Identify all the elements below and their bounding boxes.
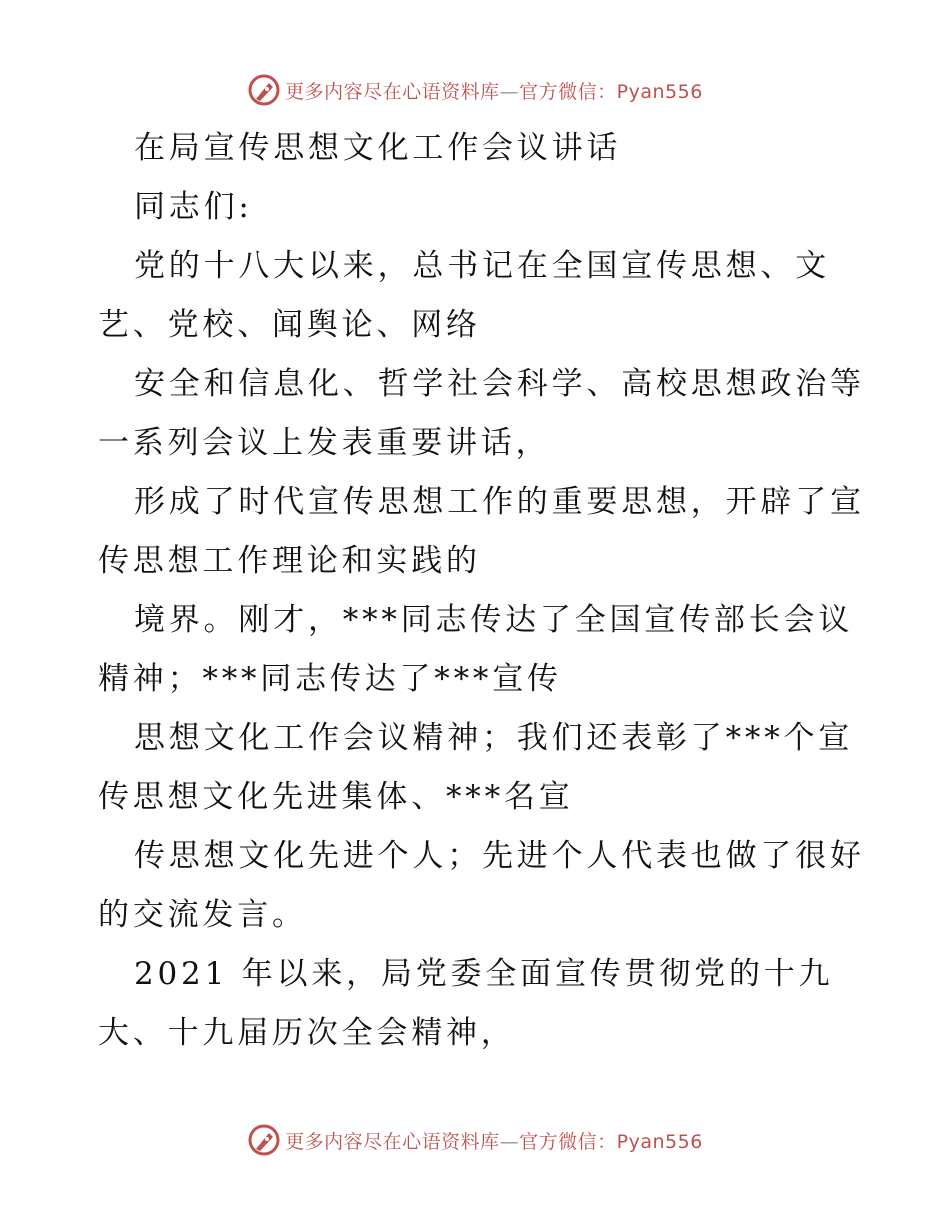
banner-text: [285, 1127, 703, 1154]
document-line: 的交流发言。: [98, 897, 307, 933]
document-line: 传思想文化先进个人；先进个人代表也做了很好: [134, 838, 865, 874]
banner-dash: —: [499, 1130, 520, 1153]
document-line: 2021 年以来，局党委全面宣传贯彻党的十九: [134, 956, 834, 992]
footer-banner: [0, 1120, 950, 1160]
document-line: 形成了时代宣传思想工作的重要思想，开辟了宣: [134, 484, 865, 520]
document-line: 传思想文化先进集体、***名宣: [98, 779, 574, 815]
document-line: 一系列会议上发表重要讲话，: [98, 425, 551, 461]
banner-text: [285, 77, 703, 104]
banner-title: 更多内容尽在心语资料库: [285, 80, 500, 103]
document-line: 传思想工作理论和实践的: [98, 543, 481, 579]
banner-contact: 官方微信：Pyan556: [519, 1130, 703, 1153]
document-line: 同志们:: [134, 189, 253, 225]
pen-nib-logo-icon: [247, 1123, 281, 1157]
banner-title: 更多内容尽在心语资料库: [285, 1130, 500, 1153]
header-banner: [0, 70, 950, 110]
banner-contact: 官方微信：Pyan556: [519, 80, 703, 103]
document-line: 党的十八大以来，总书记在全国宣传思想、文: [134, 248, 830, 284]
banner-dash: —: [499, 80, 520, 103]
document-line: 大、十九届历次全会精神，: [98, 1015, 516, 1051]
document-body: [98, 124, 865, 1068]
document-line: 境界。刚才，***同志传达了全国宣传部长会议: [134, 602, 854, 638]
document-line: 思想文化工作会议精神；我们还表彰了***个宣: [134, 720, 854, 756]
document-line: 在局宣传思想文化工作会议讲话: [134, 130, 622, 166]
document-line: 安全和信息化、哲学社会科学、高校思想政治等: [134, 366, 865, 402]
document-line: 精神；***同志传达了***宣传: [98, 661, 562, 697]
document-line: 艺、党校、闻舆论、网络: [98, 307, 481, 343]
pen-nib-logo-icon: [247, 73, 281, 107]
